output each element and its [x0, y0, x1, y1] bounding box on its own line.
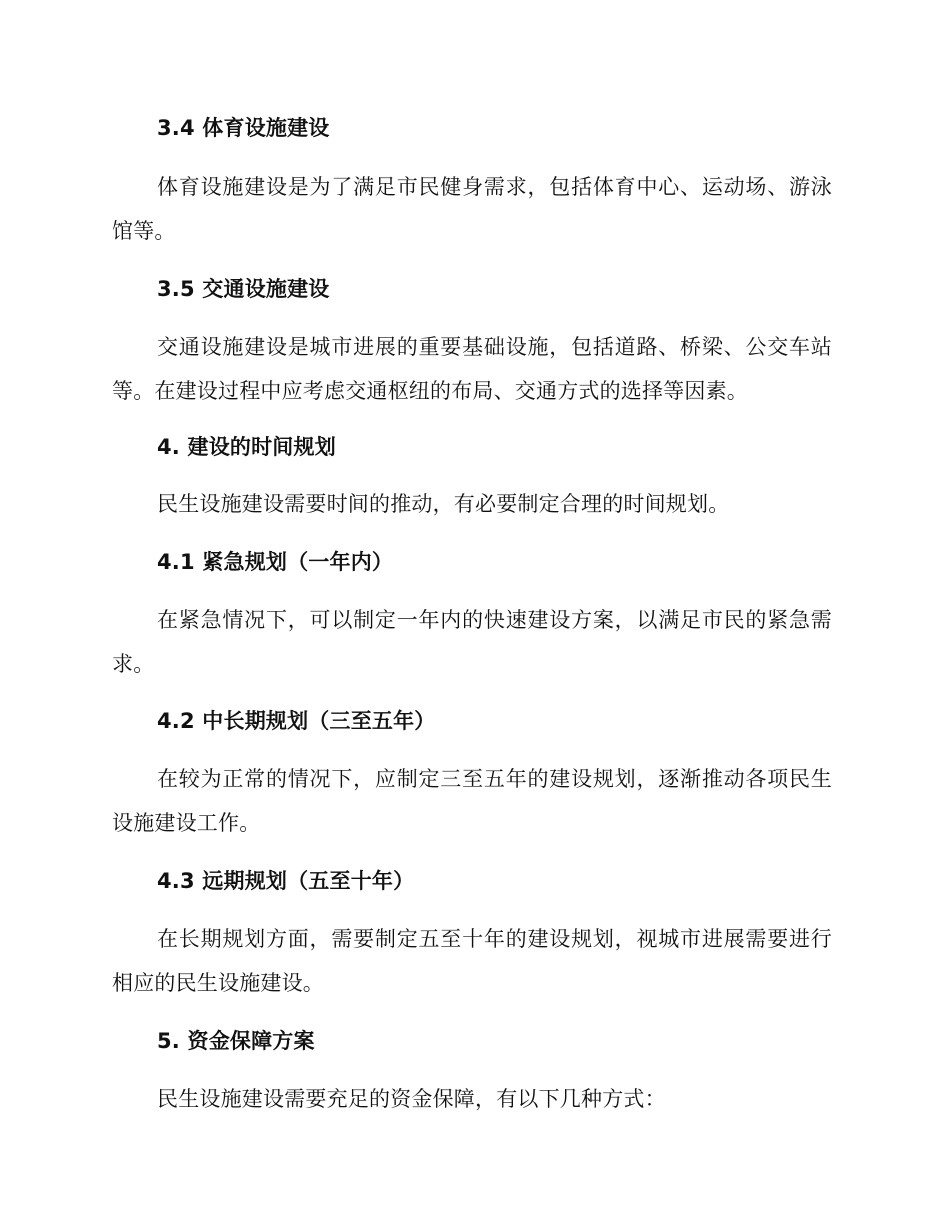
paragraph-time-planning: 民生设施建设需要时间的推动，有必要制定合理的时间规划。: [157, 492, 730, 516]
section-heading-3-4: 3.4 体育设施建设: [157, 116, 330, 140]
paragraph-mid-term-plan: 在较为正常的情况下，应制定三至五年的建设规划，逐渐推动各项民生设施建设工作。: [112, 767, 832, 835]
section-heading-4-3: 4.3 远期规划（五至十年）: [157, 869, 415, 893]
section-heading-3-5: 3.5 交通设施建设: [157, 277, 330, 301]
section-heading-4-2: 4.2 中长期规划（三至五年）: [157, 709, 436, 733]
paragraph-sports-facilities: 体育设施建设是为了满足市民健身需求，包括体育中心、运动场、游泳馆等。: [112, 175, 832, 243]
paragraph-transport-facilities: 交通设施建设是城市进展的重要基础设施，包括道路、桥梁、公交车站等。在建设过程中应考虑交通枢纽的布局、交通方式的选择等因素。: [112, 335, 832, 403]
section-heading-5: 5. 资金保障方案: [157, 1029, 315, 1053]
paragraph-funding: 民生设施建设需要充足的资金保障，有以下几种方式：: [157, 1087, 666, 1111]
section-heading-4: 4. 建设的时间规划: [157, 435, 336, 459]
paragraph-long-term-plan: 在长期规划方面，需要制定五至十年的建设规划，视城市进展需要进行相应的民生设施建设。: [112, 927, 832, 995]
section-heading-4-1: 4.1 紧急规划（一年内）: [157, 550, 394, 574]
paragraph-urgent-plan: 在紧急情况下，可以制定一年内的快速建设方案，以满足市民的紧急需求。: [112, 608, 832, 676]
